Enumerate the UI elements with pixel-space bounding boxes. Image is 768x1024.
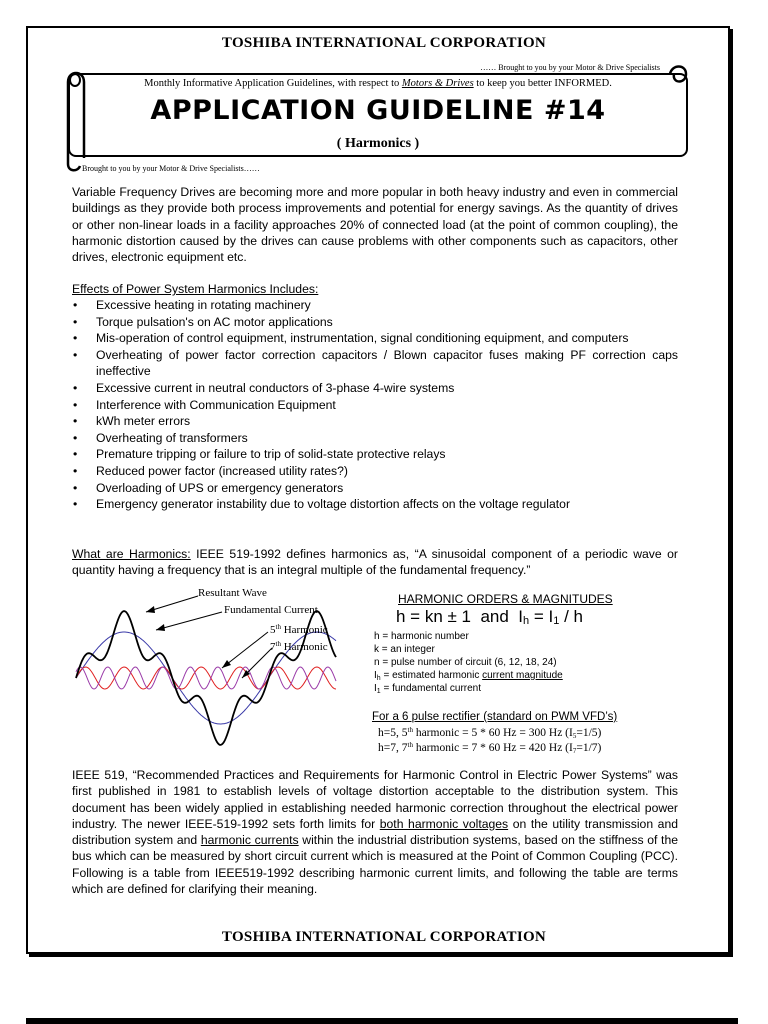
list-item: • Overheating of transformers <box>72 430 678 447</box>
next-page-border <box>26 1018 738 1024</box>
list-item: • Torque pulsation's on AC motor applications <box>72 314 678 331</box>
seventh-harmonic-calc: h=7, 7th harmonic = 7 * 60 Hz = 420 Hz $(I_7=1/7)$ <box>378 741 602 755</box>
list-item: • Interference with Communication Equipment <box>72 397 678 414</box>
what-are-harmonics-paragraph: What are Harmonics: IEEE 519-1992 defines harmonics as, “A sinusoidal component of a periodic wave or quantity having a frequency that is an integral multiple of the fundamental frequency.” <box>72 547 678 578</box>
fundamental-pointer <box>156 612 222 630</box>
company-header: TOSHIBA INTERNATIONAL CORPORATION <box>221 35 547 51</box>
list-item: • Overloading of UPS or emergency generators <box>72 480 678 497</box>
what-are-harmonics-heading: What are Harmonics: <box>72 547 191 561</box>
list-item: • Premature tripping or failure to trip of solid-state protective relays <box>72 446 678 463</box>
guideline-subtitle: ( Harmonics ) <box>336 136 420 151</box>
seventh-harmonic-label: 7th Harmonic <box>270 640 328 653</box>
company-footer: TOSHIBA INTERNATIONAL CORPORATION <box>221 929 547 945</box>
six-pulse-heading: For a 6 pulse rectifier (standard on PWM VFD’s) <box>372 711 618 723</box>
motors-drives-text: Motors & Drives <box>401 78 474 89</box>
harmonic-waveform-diagram <box>72 586 362 756</box>
definition-k: k = an integer <box>374 644 435 655</box>
harmonic-orders-heading: HARMONIC ORDERS & MAGNITUDES <box>398 592 613 606</box>
list-item: • kWh meter errors <box>72 413 678 430</box>
list-item: • Emergency generator instability due to voltage distortion affects on the voltage regulator <box>72 496 678 513</box>
definition-i1: $I_1$ = fundamental current <box>374 683 482 695</box>
brought-to-you-top: …… Brought to you by your Motor & Drive Specialists <box>480 63 660 72</box>
guideline-title: APPLICATION GUIDELINE #14 <box>150 95 606 126</box>
list-item: • Reduced power factor (increased utility rates?) <box>72 463 678 480</box>
definition-h: h = harmonic number <box>374 631 469 642</box>
harmonic-formula: h = kn ± 1 and $I_h = I_1 / h$ <box>396 607 584 627</box>
fundamental-current-label: Fundamental Current <box>224 604 318 616</box>
ieee-519-paragraph: IEEE 519, “Recommended Practices and Requirements for Harmonic Control in Electric Power Systems” was first published in 1981 to establish levels of voltage distortion acceptable to the distribution system. This document has been widely applied in establishing needed harmonic correction throughout the electrical power industry. The newer IEEE-519-1992 sets forth limits for both harmonic voltages on the utility transmission and distribution system and harmonic currents within the industrial distribution systems, based on the stiffness of the bus which can be measured by short circuit current which is measured at the Point of Common Coupling (PCC). Following is a table from IEEE519-1992 describing harmonic current limits, and following the table are terms which are defined for clarifying their meaning. <box>72 768 678 897</box>
list-item: • Excessive current in neutral conductors of 3-phase 4-wire systems <box>72 380 678 397</box>
definition-n: n = pulse number of circuit (6, 12, 18, 24) <box>374 657 557 668</box>
definition-ih: $I_h$ = estimated harmonic current magnitude <box>374 670 563 682</box>
fifth-harmonic-label: 5th Harmonic <box>270 623 328 636</box>
list-item: • Mis-operation of control equipment, instrumentation, signal conditioning equipment, and computers <box>72 330 678 347</box>
banner-tagline: Monthly Informative Application Guidelines, with respect to Motors & Drives to keep you better INFORMED. <box>144 78 612 89</box>
fifth-harmonic-calc: h=5, 5th harmonic = 5 * 60 Hz = 300 Hz $(I_5=1/5)$ <box>378 726 602 740</box>
list-item: • Excessive heating in rotating machinery <box>72 297 678 314</box>
brought-to-you-bottom: Brought to you by your Motor & Drive Specialists…… <box>82 164 260 173</box>
intro-paragraph: Variable Frequency Drives are becoming more and more popular in both heavy industry and even in commercial buildings as they provide both process improvements and potential for energy savings. As the quantity of drives or other non-linear loads in a facility approaches 20% of connected load (at the point of common coupling), the harmonic distortion caused by the drives can cause problems with other components such as capacitors, other drives, electronic equipment etc. <box>72 185 678 265</box>
effects-heading: Effects of Power System Harmonics Includes: <box>72 282 319 296</box>
list-item: • Overheating of power factor correction capacitors / Blown capacitor fuses making PF correction caps ineffective <box>72 347 678 380</box>
resultant-wave-label: Resultant Wave <box>198 587 267 599</box>
effects-list <box>72 297 678 513</box>
